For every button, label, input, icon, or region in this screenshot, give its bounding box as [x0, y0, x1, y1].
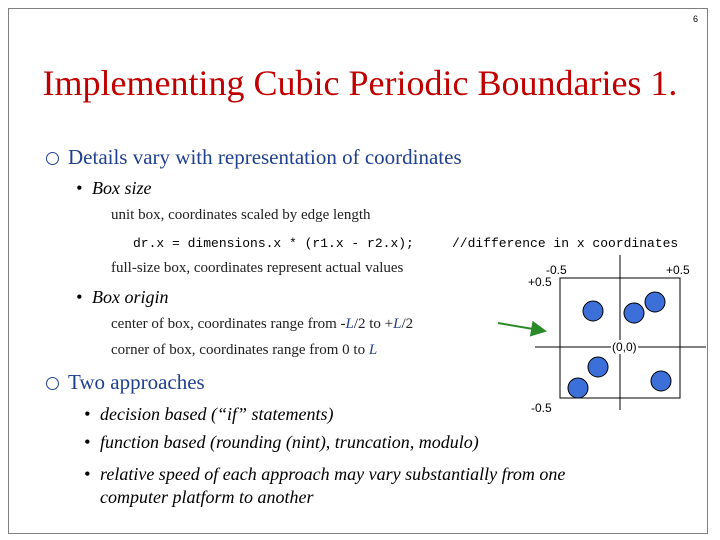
dot-bullet-icon: •	[84, 404, 91, 424]
label-left-top: +0.5	[528, 275, 552, 289]
bullet-relative-line2: computer platform to another	[100, 487, 314, 507]
particle	[624, 303, 644, 323]
bullet-relative-text-1: relative speed of each approach may vary substantially from one	[100, 464, 566, 484]
slide-title: Implementing Cubic Periodic Boundaries 1.	[42, 63, 678, 103]
dot-bullet-icon: •	[84, 432, 91, 452]
label-top-right: +0.5	[666, 263, 690, 277]
bullet-box-origin-text: Box origin	[92, 287, 169, 307]
bullet-two-approaches-text: Two approaches	[68, 370, 205, 394]
code-statement: dr.x = dimensions.x * (r1.x - r2.x);	[133, 236, 414, 251]
particle	[645, 292, 665, 312]
unit-box-text: unit box, coordinates scaled by edge length	[111, 207, 371, 223]
center-L2: L	[393, 316, 402, 332]
bullet-details-text: Details vary with representation of coordinates	[68, 145, 462, 169]
label-origin: (0,0)	[612, 340, 637, 354]
center-text-prefix: center of box, coordinates range from -	[111, 316, 346, 332]
particle	[583, 301, 603, 321]
corner-L: L	[368, 342, 378, 358]
dot-bullet-icon: •	[76, 287, 83, 307]
label-top-left: -0.5	[546, 263, 567, 277]
pointer-arrow	[498, 323, 545, 331]
corner-text-prefix: corner of box, coordinates range from 0 to	[111, 342, 369, 358]
full-size-text: full-size box, coordinates represent actual values	[111, 260, 404, 276]
particle	[588, 357, 608, 377]
particle	[651, 371, 671, 391]
bullet-decision-text: decision based (“if” statements)	[100, 404, 334, 424]
center-text-mid: /2 to +	[353, 316, 394, 332]
center-text-suffix: /2	[401, 316, 414, 332]
dot-bullet-icon: •	[76, 178, 83, 198]
code-comment: //difference in x coordinates	[452, 236, 679, 251]
slide-number: 6	[692, 14, 698, 24]
label-bottom: -0.5	[531, 401, 552, 415]
dot-bullet-icon: •	[84, 464, 91, 484]
center-L1: L	[345, 316, 354, 332]
bullet-box-size-text: Box size	[92, 178, 152, 198]
bullet-function-text: function based (rounding (nint), truncation, modulo)	[100, 432, 479, 452]
particle	[568, 378, 588, 398]
